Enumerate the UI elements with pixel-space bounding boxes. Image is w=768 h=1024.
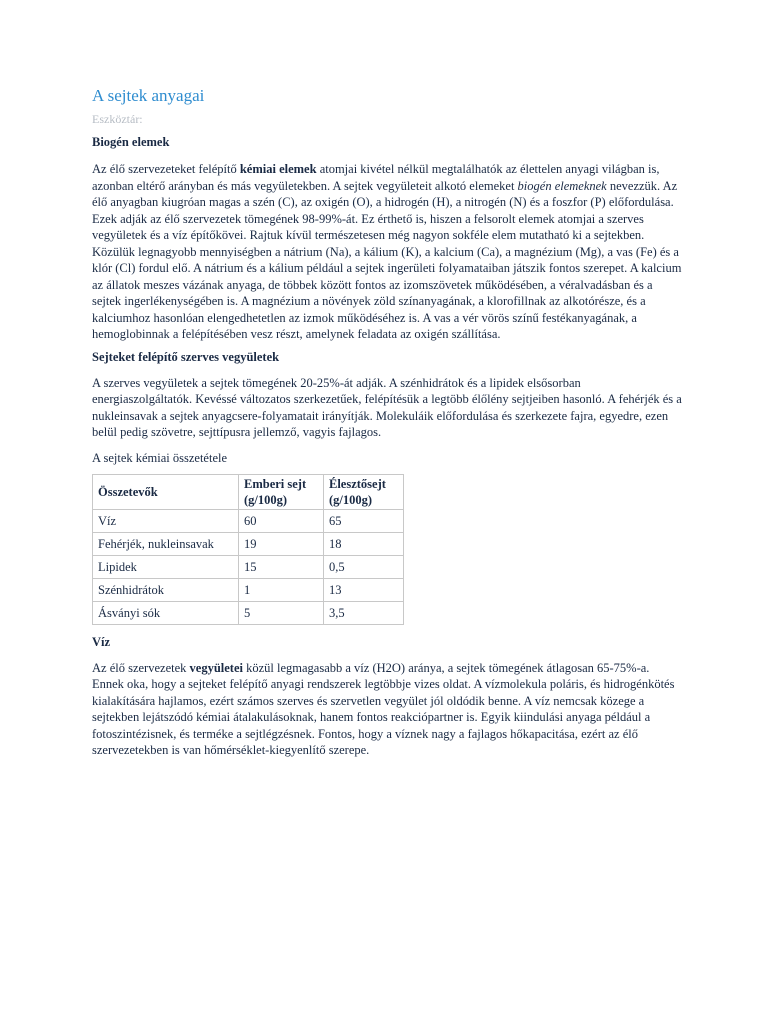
table-row [93, 555, 404, 578]
table-row [93, 532, 404, 555]
heading-organic-compounds: Sejteket felépítő szerves vegyületek [92, 349, 280, 364]
heading-biogen-elements: Biogén elemek [92, 135, 170, 149]
biogen-text-a: Az élő szervezeteket felépítő [92, 162, 240, 176]
cell-human: 60 [239, 509, 324, 532]
heading-water: Víz [92, 634, 111, 649]
toolbar-label[interactable]: Eszköztár: [92, 112, 143, 126]
cell-component: Szénhidrátok [93, 578, 239, 601]
cell-yeast: 13 [324, 578, 404, 601]
paragraph-organic-compounds: A szerves vegyületek a sejtek tömegének 20-25%-át adják. A szénhidrátok és a lipidek elsősorban energiaszolgáltatók. Kevéssé változatos szerkezetűek, felépítésük a legtöbb élőlény sejtjeiben hasonló. A fehérjék és a nukleinsavak a sejtek anyagcsere-folyamatait irányítják. Molekuláik előfordulása és szerkezete fajra, egyedre, ezen belül pedig szövetre, sejttípusra jellemző, vagyis fajlagos. [92, 375, 682, 439]
header-yeast-cell: Élesztősejt (g/100g) [324, 474, 404, 509]
cell-component: Ásványi sók [93, 601, 239, 624]
header-human-cell: Emberi sejt (g/100g) [239, 474, 324, 509]
water-text-c: közül legmagasabb a víz (H2O) aránya, a sejtek tömegének átlagosan 65-75%-a. Ennek oka, hogy a sejteket felépítő anyagi rendszerek legtöbbje vizes oldat. A vízmolekula poláris, és hidrogénkötés kialakítására hajlamos, ezért számos szerves és szervetlen vegyület jól oldódik benne. A víz nemcsak közege a sejtekben lejátszódó kémiai átalakulásoknak, hanem fontos reakciópartner is. Egyik kiindulási anyaga például a fotoszintézisnek, és terméke a sejtlégzésnek. Fontos, hogy a víznek nagy a fajlagos hőkapacitása, ezért az élő szervezetekben is van hőmérséklet-kiegyenlítő szerepe. [92, 660, 675, 757]
header-components: Összetevők [93, 474, 239, 509]
cell-human: 1 [239, 578, 324, 601]
cell-human: 15 [239, 555, 324, 578]
cell-yeast: 0,5 [324, 555, 404, 578]
cell-component: Lipidek [93, 555, 239, 578]
link-chemical-elements[interactable]: kémiai elemek [239, 162, 317, 176]
cell-component: Víz [93, 509, 239, 532]
cell-yeast: 18 [324, 532, 404, 555]
cell-yeast: 65 [324, 509, 404, 532]
table-caption: A sejtek kémiai összetétele [92, 450, 228, 465]
term-biogen-elements: biogén elemeknek [517, 178, 607, 193]
table-header-row [93, 474, 404, 509]
cell-yeast: 3,5 [324, 601, 404, 624]
composition-table [92, 474, 404, 625]
biogen-text-c: atomjai kivétel nélkül megtalálhatók az élettelen anyagi világban is, azonban eltérő arányban és más vegyületekben. A sejtek vegyületeit alkotó elemeket [92, 162, 660, 193]
page-title: A sejtek anyagai [92, 86, 205, 105]
paragraph-biogen-elements [92, 161, 682, 343]
link-compounds[interactable]: vegyületei [189, 660, 243, 675]
paragraph-water [92, 660, 682, 759]
table-row [93, 601, 404, 624]
cell-human: 19 [239, 532, 324, 555]
cell-component: Fehérjék, nukleinsavak [93, 532, 239, 555]
cell-human: 5 [239, 601, 324, 624]
biogen-text-e: nevezzük. Az élő anyagban kiugróan magas a szén (C), az oxigén (O), a hidrogén (H), a nitrogén (N) és a foszfor (P) előfordulása. Ezek adják az élő szervezetek tömegének 98-99%-át. Ez érthető is, hiszen a felsorolt elemek atomjai a szerves vegyületek és a víz építőkövei. Rajtuk kívül természetesen még nagyon sokféle elem mutatható ki a sejtekben. Közülük legnagyobb mennyiségben a nátrium (Na), a kálium (K), a kalcium (Ca), a magnézium (Mg), a vas (Fe) és a klór (Cl) fordul elő. A nátrium és a kálium például a sejtek ingerületi folyamataiban játszik fontos szerepet. A kalcium az állatok meszes vázának anyaga, de többek között fontos az izomszövetek működésében, a véralvadásban és a sejtek ingerlékenységében is. A magnézium a növények zöld színanyagának, a klorofillnak az alkotórésze, és a kalciumhoz hasonlóan elengedhetetlen az izmok működéséhez is. A vas a vér vörös színű festékanyagának, a hemoglobinnak a felépítésében vesz részt, amelynek feladata az oxigén szállítása. [92, 178, 682, 341]
table-row [93, 509, 404, 532]
table-row [93, 578, 404, 601]
document-page [92, 86, 682, 759]
water-text-a: Az élő szervezetek [92, 660, 190, 675]
